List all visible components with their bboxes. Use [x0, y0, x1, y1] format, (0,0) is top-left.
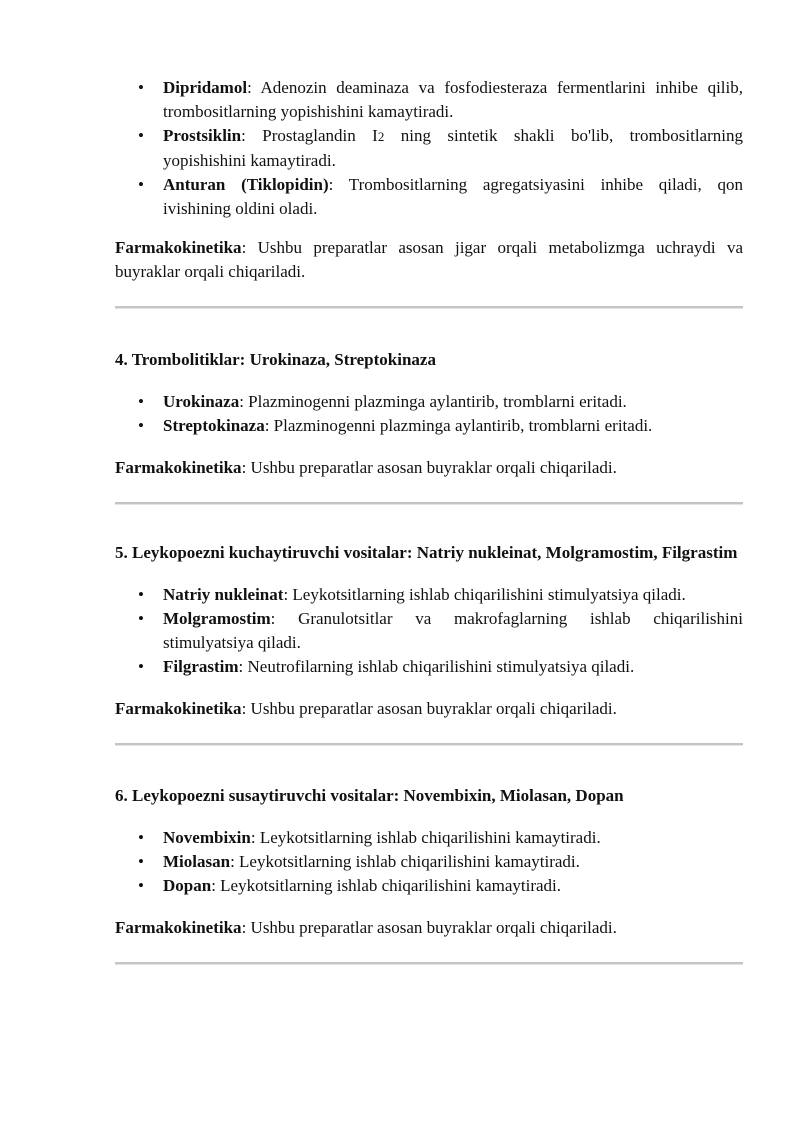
- list-item: [115, 390, 743, 414]
- drug-name: Prostsiklin: [163, 126, 242, 145]
- drug-description: : Leykotsitlarning ishlab chiqarilishini kamaytiradi.: [211, 876, 562, 895]
- list-item: [115, 850, 743, 874]
- pharmacokinetics-label: Farmakokinetika: [115, 699, 242, 718]
- bullet-icon: •: [138, 585, 144, 604]
- pharmacokinetics-text: : Ushbu preparatlar asosan buyraklar orqali chiqariladi.: [241, 918, 617, 937]
- bullet-icon: •: [138, 657, 144, 676]
- pharmacokinetics-paragraph: [115, 236, 743, 284]
- pharmacokinetics-text: : Ushbu preparatlar asosan buyraklar orqali chiqariladi.: [241, 699, 617, 718]
- drug-description: : Granulotsitlar va makrofaglarning ishlab chiqarilishini stimulyatsiya qiladi.: [163, 609, 743, 652]
- list-item: [115, 874, 743, 898]
- list-item: [115, 414, 743, 438]
- drug-name: Filgrastim: [163, 657, 239, 676]
- drug-description: : Trombositlarning agregatsiyasini inhibe qiladi, qon ivishining oldini oladi.: [163, 175, 743, 218]
- list-item: [115, 583, 743, 607]
- drug-name: Novembixin: [163, 828, 251, 847]
- pharmacokinetics-paragraph: [115, 916, 743, 940]
- drug-name: Urokinaza: [163, 392, 240, 411]
- drug-description: : Prostaglandin I: [241, 126, 378, 145]
- bullet-icon: •: [138, 828, 144, 847]
- drug-name: Dopan: [163, 876, 212, 895]
- list-item: [115, 655, 743, 679]
- list-item: [115, 124, 743, 173]
- bullet-icon: •: [138, 876, 144, 895]
- list-item: [115, 607, 743, 655]
- drug-description: : Leykotsitlarning ishlab chiqarilishini kamaytiradi.: [250, 828, 601, 847]
- drug-description: : Plazminogenni plazminga aylantirib, tromblarni eritadi.: [239, 392, 627, 411]
- drug-name: Anturan (Tiklopidin): [163, 175, 329, 194]
- subscript: 2: [377, 129, 385, 144]
- bullet-icon: •: [138, 852, 144, 871]
- pharmacokinetics-paragraph: [115, 456, 743, 480]
- section-heading: 4. Trombolitiklar: Urokinaza, Streptokinaza: [115, 350, 436, 369]
- pharmacokinetics-text: : Ushbu preparatlar asosan jigar orqali metabolizmga uchraydi va buyraklar orqali chiqariladi.: [115, 238, 743, 281]
- section-heading: 5. Leykopoezni kuchaytiruvchi vositalar: Natriy nukleinat, Molgramostim, Filgrastim: [115, 543, 738, 562]
- pharmacokinetics-label: Farmakokinetika: [115, 458, 242, 477]
- bullet-icon: •: [138, 78, 144, 97]
- bullet-icon: •: [138, 175, 144, 194]
- drug-description-cont: ning sintetik shakli bo'lib, trombositlarning yopishishini kamaytiradi.: [163, 126, 743, 170]
- drug-name: Natriy nukleinat: [163, 585, 284, 604]
- antiplatelet-list: [115, 76, 743, 221]
- bullet-icon: •: [138, 392, 144, 411]
- drug-name: Streptokinaza: [163, 416, 265, 435]
- drug-description: : Leykotsitlarning ishlab chiqarilishini kamaytiradi.: [230, 852, 580, 871]
- pharmacokinetics-label: Farmakokinetika: [115, 918, 242, 937]
- leukopoiesis-suppressants-list: [115, 826, 743, 898]
- bullet-icon: •: [138, 126, 144, 145]
- list-item: [115, 826, 743, 850]
- drug-name: Dipridamol: [163, 78, 248, 97]
- pharmacokinetics-label: Farmakokinetika: [115, 238, 242, 257]
- drug-description: : Neutrofilarning ishlab chiqarilishini stimulyatsiya qiladi.: [238, 657, 635, 676]
- bullet-icon: •: [138, 609, 144, 628]
- section-divider: [115, 306, 743, 309]
- thrombolytics-list: [115, 390, 743, 438]
- section-divider: [115, 502, 743, 505]
- drug-name: Molgramostim: [163, 609, 271, 628]
- drug-description: : Plazminogenni plazminga aylantirib, tromblarni eritadi.: [264, 416, 653, 435]
- section-divider: [115, 962, 743, 965]
- leukopoiesis-stimulants-list: [115, 583, 743, 679]
- pharmacokinetics-paragraph: [115, 697, 743, 721]
- section-divider: [115, 743, 743, 746]
- drug-description: : Adenozin deaminaza va fosfodiesteraza fermentlarini inhibe qilib, trombositlarning yopishishini kamaytiradi.: [163, 78, 743, 121]
- list-item: [115, 76, 743, 124]
- bullet-icon: •: [138, 416, 144, 435]
- section-heading: 6. Leykopoezni susaytiruvchi vositalar: Novembixin, Miolasan, Dopan: [115, 786, 624, 805]
- drug-name: Miolasan: [163, 852, 231, 871]
- document-page: [115, 76, 743, 965]
- list-item: [115, 173, 743, 221]
- pharmacokinetics-text: : Ushbu preparatlar asosan buyraklar orqali chiqariladi.: [241, 458, 617, 477]
- drug-description: : Leykotsitlarning ishlab chiqarilishini stimulyatsiya qiladi.: [283, 585, 686, 604]
